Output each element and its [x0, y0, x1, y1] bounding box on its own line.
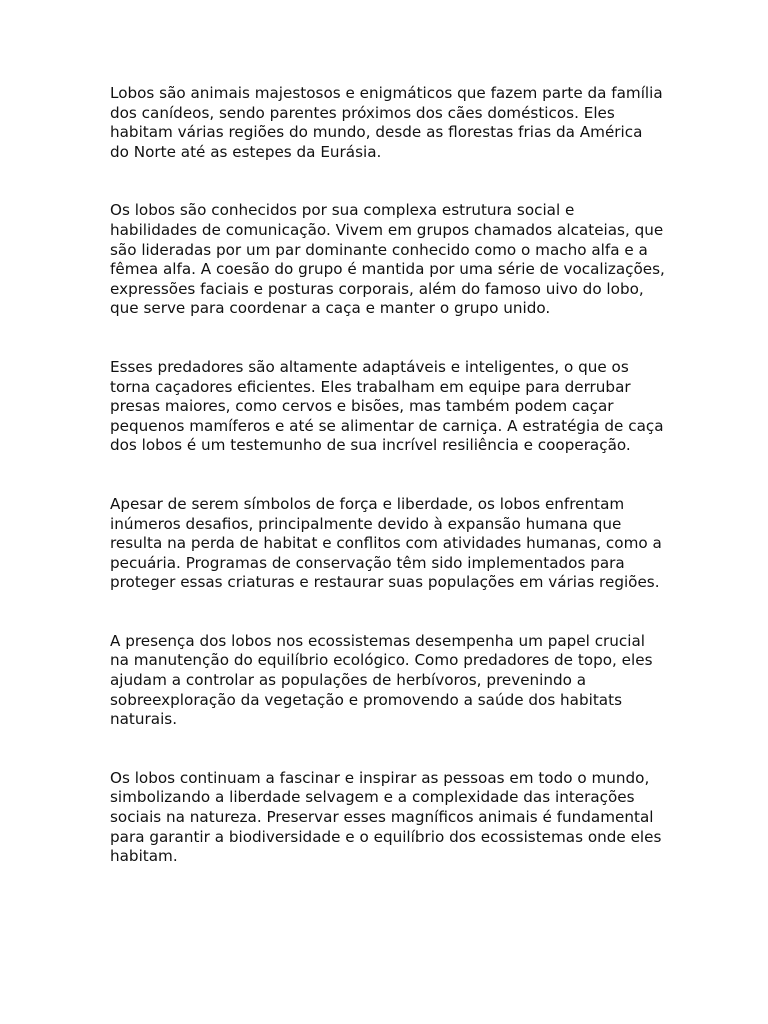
paragraph-5: A presença dos lobos nos ecossistemas desempenha um papel crucial na manutenção do equilíbrio ecológico. Como predadores de topo, eles ajudam a controlar as populações de herbívoros, prevenindo a sobreexploração da vegetação e promovendo a saúde dos habitats naturais. — [110, 631, 653, 729]
paragraph-4: Apesar de serem símbolos de força e liberdade, os lobos enfrentam inúmeros desafios, principalmente devido à expansão humana que resulta na perda de habitat e conflitos com atividades humanas, como a pecuária. Programas de conservação têm sido implementados para proteger essas criaturas e restaurar suas populações em várias regiões. — [110, 494, 662, 592]
paragraph-3: Esses predadores são altamente adaptáveis e inteligentes, o que os torna caçadores eficientes. Eles trabalham em equipe para derrubar presas maiores, como cervos e bisões, mas também podem caçar pequenos mamíferos e até se alimentar de carniça. A estratégia de caça dos lobos é um testemunho de sua incrível resiliência e cooperação. — [110, 357, 664, 455]
paragraph-1: Lobos são animais majestosos e enigmáticos que fazem parte da família dos canídeos, sendo parentes próximos dos cães domésticos. Eles habitam várias regiões do mundo, desde as florestas frias da América do Norte até as estepes da Eurásia. — [110, 84, 663, 161]
paragraph-6: Os lobos continuam a fascinar e inspirar as pessoas em todo o mundo, simbolizando a liberdade selvagem e a complexidade das interações sociais na natureza. Preservar esses magníficos animais é fundamental para garantir a biodiversidade e o equilíbrio dos ecossistemas onde eles habitam. — [110, 768, 662, 866]
paragraph-2: Os lobos são conhecidos por sua complexa estrutura social e habilidades de comunicação. Vivem em grupos chamados alcateias, que são lideradas por um par dominante conhecido como o macho alfa e a fêmea alfa. A coesão do grupo é mantida por uma série de vocalizações, expressões faciais e posturas corporais, além do famoso uivo do lobo, que serve para coordenar a caça e manter o grupo unido. — [110, 201, 665, 318]
document-body — [110, 84, 666, 867]
